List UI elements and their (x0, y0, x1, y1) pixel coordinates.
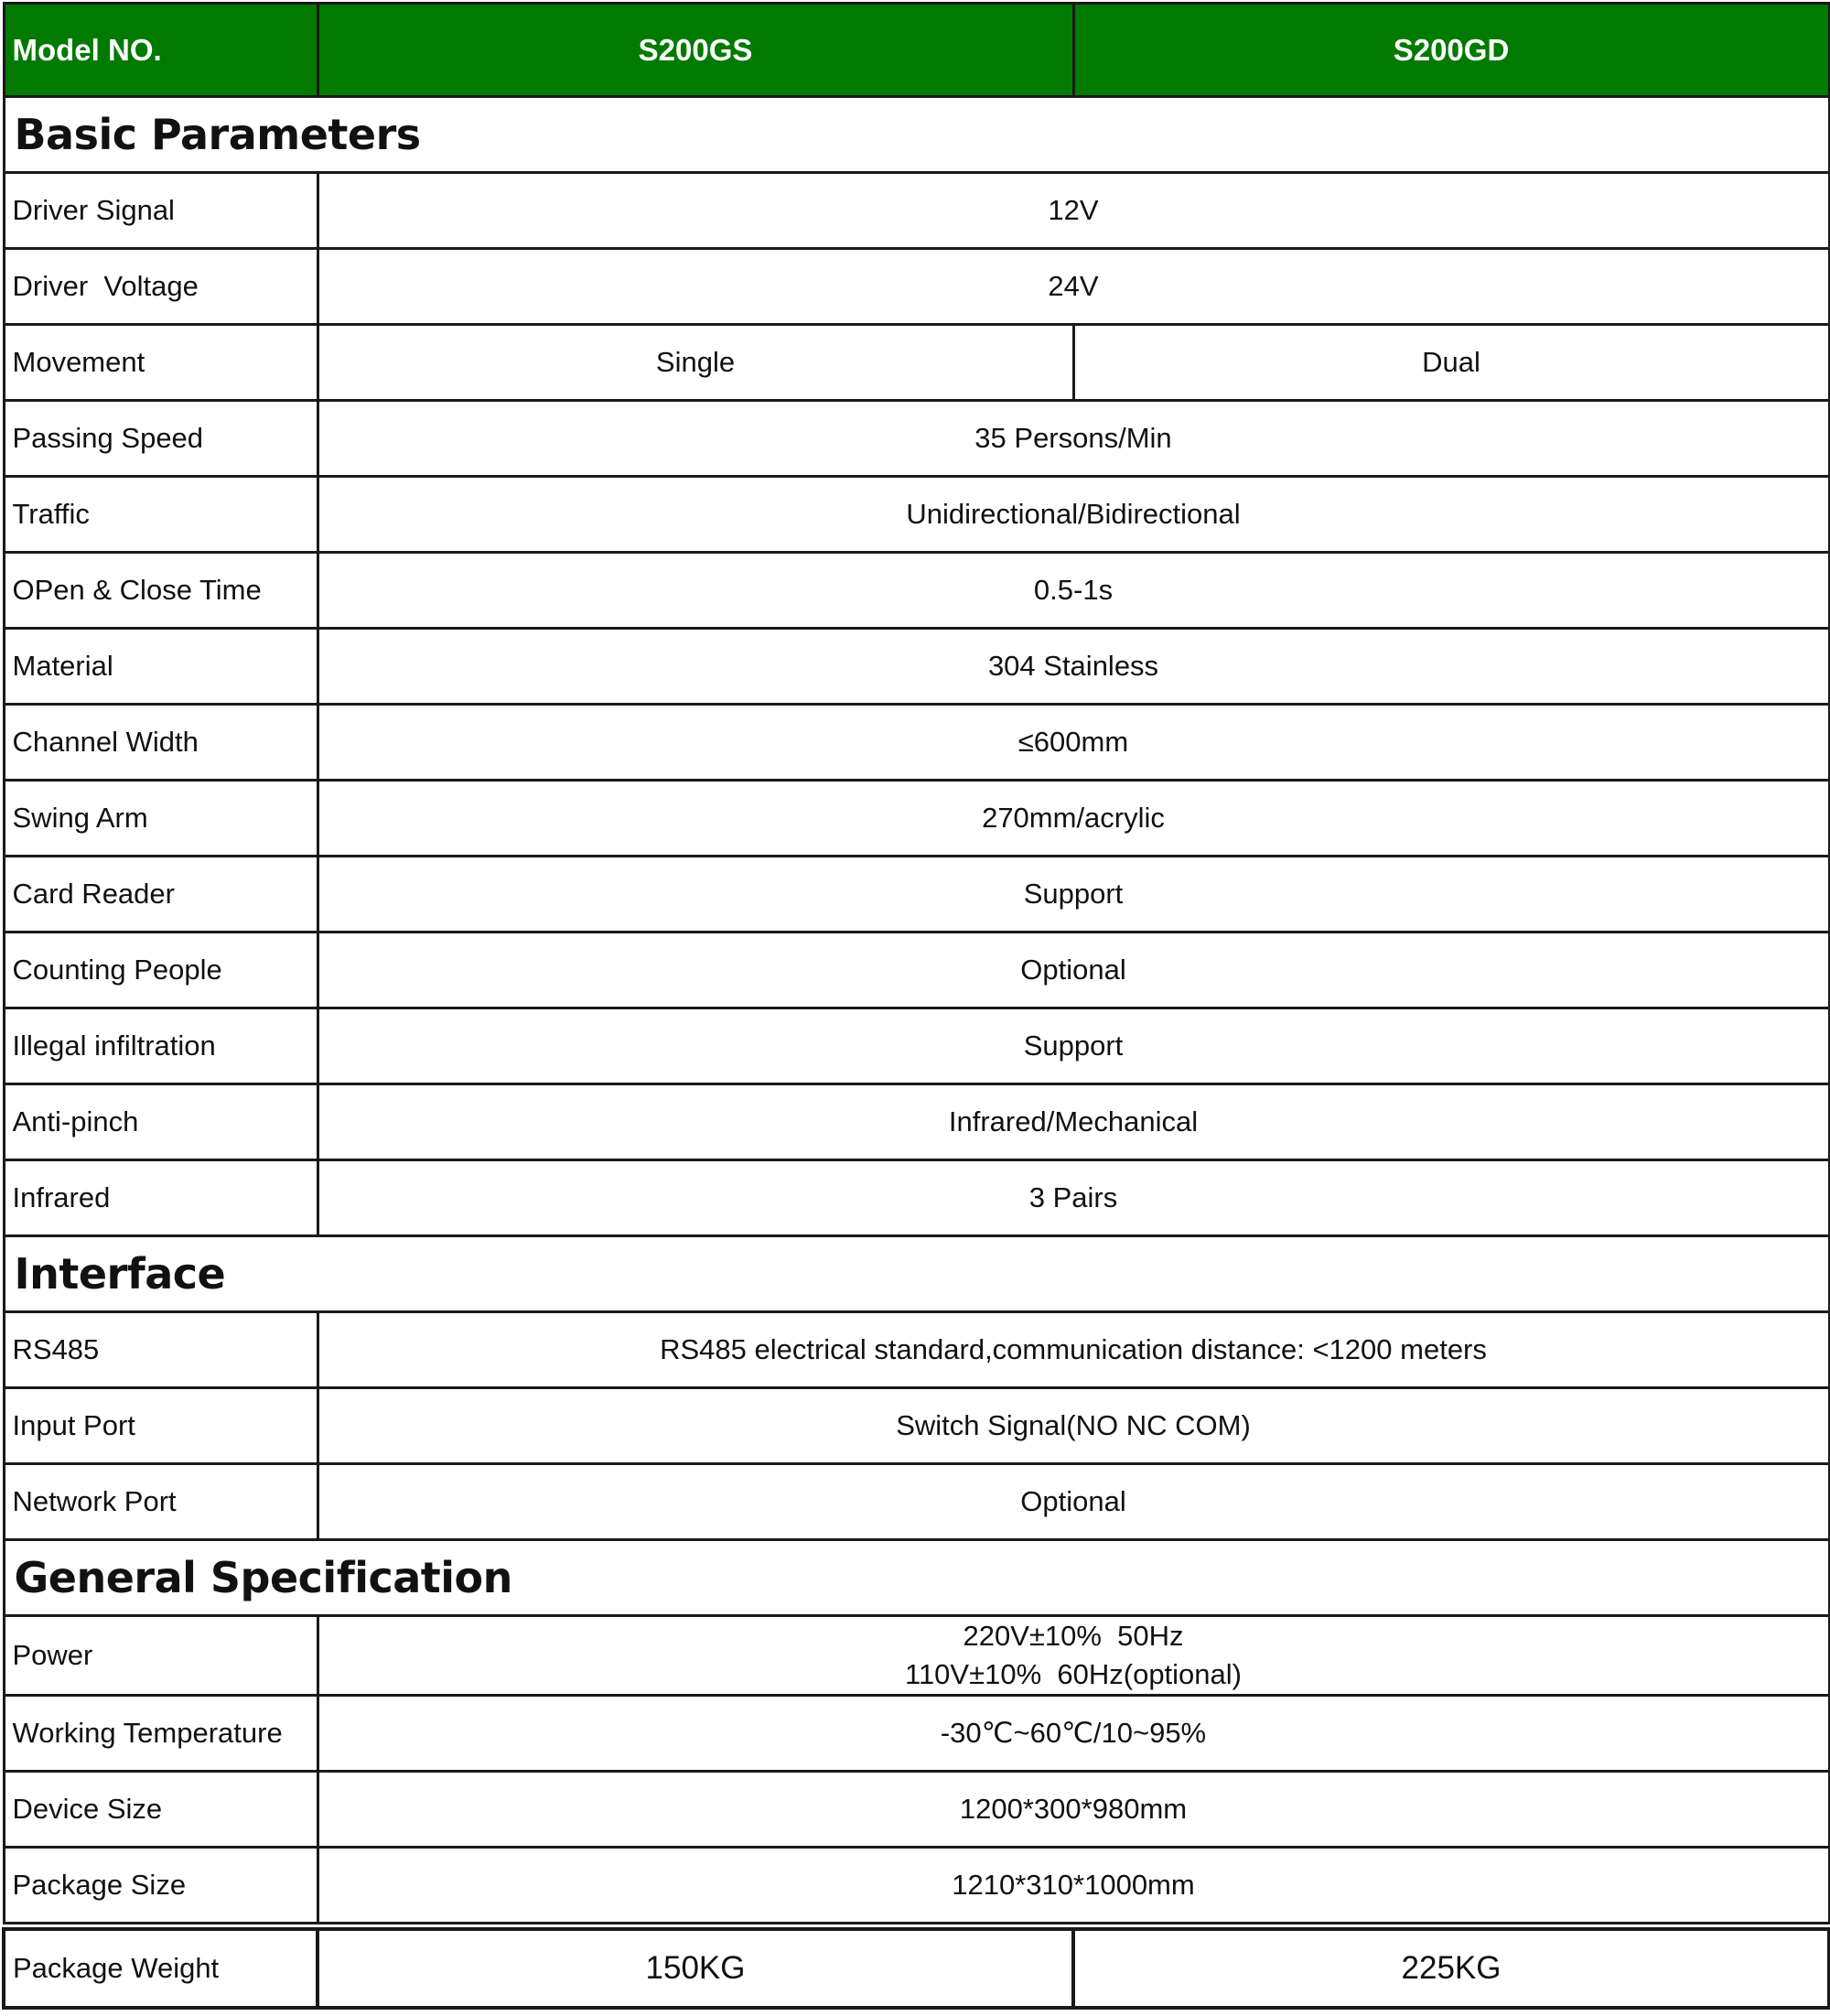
row-card-reader (4, 857, 1829, 933)
model-s200gd: S200GD (1073, 4, 1829, 97)
row-value: Unidirectional/Bidirectional (318, 477, 1829, 553)
row-label: Package Weight (4, 1929, 318, 2008)
row-driver-voltage (4, 249, 1829, 325)
row-value: 35 Persons/Min (318, 401, 1829, 477)
row-label: Driver Signal (4, 173, 318, 249)
row-label: Illegal infiltration (4, 1008, 318, 1084)
spec-table (2, 2, 1830, 2010)
row-value: 1200*300*980mm (318, 1772, 1829, 1848)
row-value: 12V (318, 173, 1829, 249)
row-label: Counting People (4, 933, 318, 1008)
row-open-close-time (4, 553, 1829, 629)
row-device-size (4, 1772, 1829, 1848)
row-value: -30℃~60℃/10~95% (318, 1696, 1829, 1772)
row-label: Material (4, 629, 318, 705)
section-interface (4, 1236, 1829, 1312)
row-label: Anti-pinch (4, 1084, 318, 1160)
row-value: 304 Stainless (318, 629, 1829, 705)
row-label: Working Temperature (4, 1696, 318, 1772)
section-title: Basic Parameters (4, 97, 1829, 173)
section-basic-parameters (4, 97, 1829, 173)
section-general-specification (4, 1540, 1829, 1616)
row-value: 270mm/acrylic (318, 781, 1829, 857)
row-value: Optional (318, 933, 1829, 1008)
row-value-s200gs: Single (318, 325, 1073, 401)
row-swing-arm (4, 781, 1829, 857)
row-value: 0.5-1s (318, 553, 1829, 629)
row-driver-signal (4, 173, 1829, 249)
row-value: Optional (318, 1464, 1829, 1540)
section-title: General Specification (4, 1540, 1829, 1616)
row-value: 24V (318, 249, 1829, 325)
power-line-2: 110V±10% 60Hz(optional) (905, 1658, 1242, 1690)
row-value: Infrared/Mechanical (318, 1084, 1829, 1160)
row-counting-people (4, 933, 1829, 1008)
row-traffic (4, 477, 1829, 553)
row-value-s200gs: 150KG (318, 1929, 1073, 2008)
row-package-weight (4, 1929, 1829, 2008)
row-channel-width (4, 705, 1829, 781)
row-network-port (4, 1464, 1829, 1540)
row-value: RS485 electrical standard,communication distance: <1200 meters (318, 1312, 1829, 1388)
row-value: Switch Signal(NO NC COM) (318, 1388, 1829, 1464)
row-rs485 (4, 1312, 1829, 1388)
row-working-temperature (4, 1696, 1829, 1772)
row-label: Device Size (4, 1772, 318, 1848)
model-s200gs: S200GS (318, 4, 1073, 97)
row-passing-speed (4, 401, 1829, 477)
row-value-s200gd: Dual (1073, 325, 1829, 401)
row-value: ≤600mm (318, 705, 1829, 781)
row-power (4, 1616, 1829, 1696)
row-package-size (4, 1848, 1829, 1924)
row-label: Package Size (4, 1848, 318, 1924)
row-label: Input Port (4, 1388, 318, 1464)
row-value-s200gd: 225KG (1073, 1929, 1829, 2008)
row-value: 3 Pairs (318, 1160, 1829, 1236)
power-line-1: 220V±10% 50Hz (963, 1620, 1184, 1652)
row-movement (4, 325, 1829, 401)
row-label: Driver Voltage (4, 249, 318, 325)
row-value: Support (318, 857, 1829, 933)
row-material (4, 629, 1829, 705)
row-label: Passing Speed (4, 401, 318, 477)
row-value: Support (318, 1008, 1829, 1084)
header-row (4, 4, 1829, 97)
row-label: RS485 (4, 1312, 318, 1388)
row-input-port (4, 1388, 1829, 1464)
spec-sheet (2, 2, 1827, 2010)
row-value (318, 1616, 1829, 1696)
section-title: Interface (4, 1236, 1829, 1312)
row-label: Card Reader (4, 857, 318, 933)
row-illegal-infiltration (4, 1008, 1829, 1084)
row-label: Infrared (4, 1160, 318, 1236)
row-label: Movement (4, 325, 318, 401)
row-anti-pinch (4, 1084, 1829, 1160)
row-label: Channel Width (4, 705, 318, 781)
row-label: Traffic (4, 477, 318, 553)
row-label: OPen & Close Time (4, 553, 318, 629)
row-label: Network Port (4, 1464, 318, 1540)
row-infrared (4, 1160, 1829, 1236)
model-no-label: Model NO. (4, 4, 318, 97)
row-label: Swing Arm (4, 781, 318, 857)
row-value: 1210*310*1000mm (318, 1848, 1829, 1924)
row-label: Power (4, 1616, 318, 1696)
